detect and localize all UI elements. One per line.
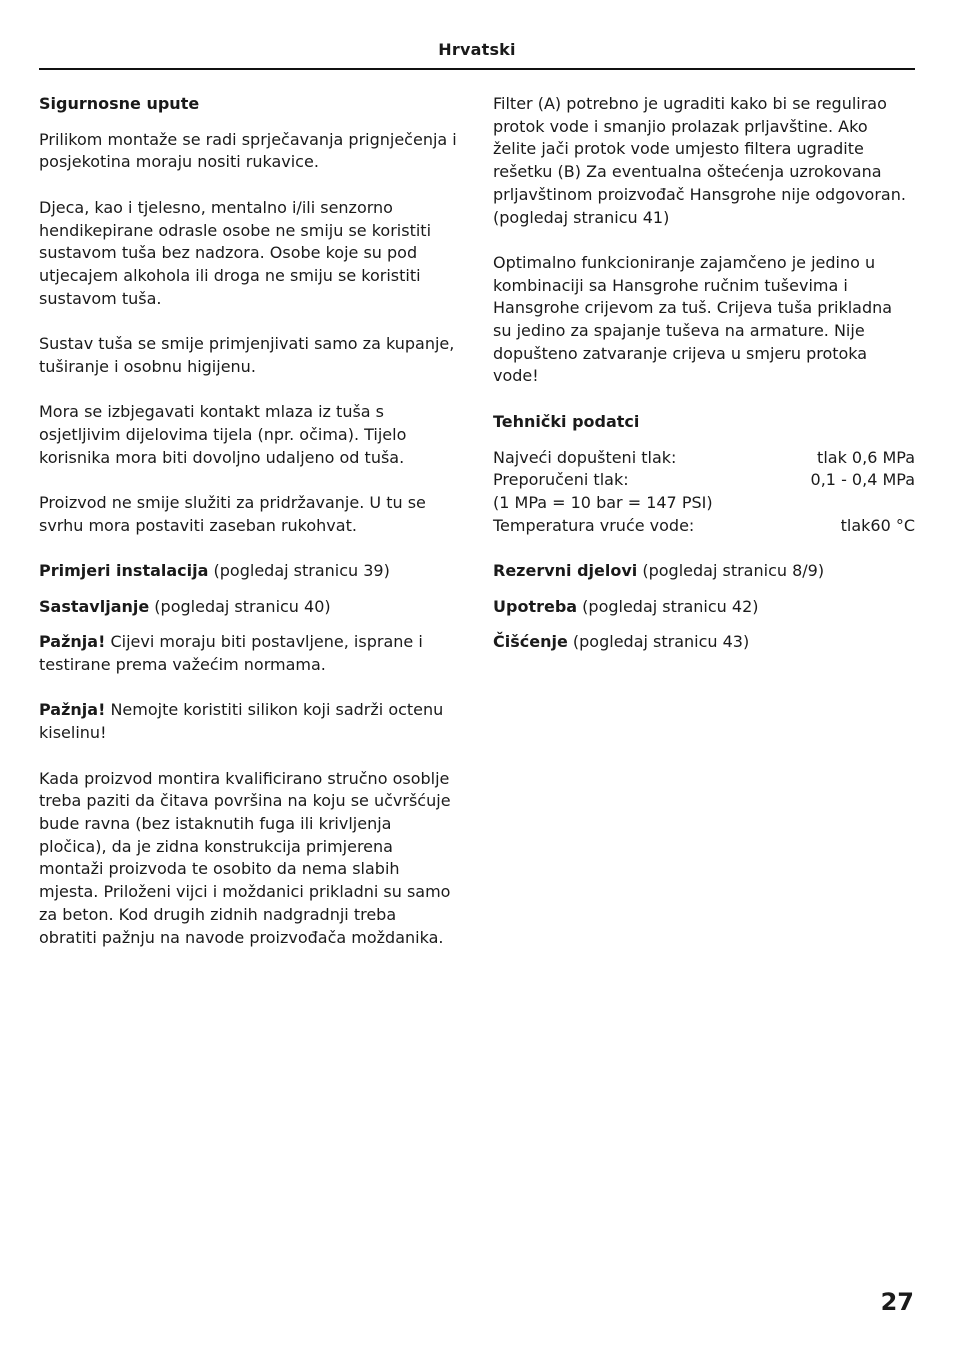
install-examples-label: Primjeri instalacija: [39, 560, 209, 580]
safety-paragraph-supervision: Djeca, kao i tjelesno, mentalno i/ili senzorno hendikepirane odrasle osobe ne smiju se koristiti sustavom tuša bez nadzora. Osobe koje su pod utjecajem alkohola ili droga ne smiju se koristiti sustavom tuša.: [39, 197, 432, 308]
assembly-ref: (pogledaj stranicu 40): [149, 596, 331, 616]
safety-heading: Sigurnosne upute: [39, 94, 200, 113]
cleaning-ref: (pogledaj stranicu 43): [567, 632, 750, 652]
filter-paragraph: Filter (A) potrebno je ugraditi kako bi se regulirao protok vode i smanjio prolazak prljavštine. Ako želite jači protok vode umjesto filtera ugradite rešetku (B) Za eventualna oštećenja uzrokovana prljavštinom proizvođač Hansgrohe nije odgovoran. (pogledaj stranicu 41): [493, 94, 906, 227]
page-number: 27: [880, 1288, 914, 1316]
usage-line: [493, 596, 915, 619]
warning-silicone: [39, 699, 457, 744]
spare-parts-ref: (pogledaj stranicu 8/9): [637, 561, 825, 581]
safety-paragraph-gloves: Prilikom montaže se radi sprječavanja prignječenja i posjekotina moraju nositi rukavice.: [39, 129, 457, 172]
spare-parts-label: Rezervni djelovi: [493, 561, 638, 581]
warning-silicone-text: Nemojte koristiti silikon koji sadrži octenu kiselinu!: [39, 700, 444, 743]
spec-value: tlak 0,6 MPa: [817, 447, 915, 467]
optimal-function-paragraph: Optimalno funkcioniranje zajamčeno je jedino u kombinaciji sa Hansgrohe ručnim tuševima i Hansgrohe crijevom za tuš. Crijeva tuša prikladna su jedino za spajanje tuševa na armature. Nije dopušteno zatvaranje crijeva u smjeru protoka vode!: [493, 252, 893, 386]
safety-paragraph-usage: Sustav tuša se smije primjenjivati samo za kupanje, tuširanje i osobnu higijenu.: [39, 334, 455, 376]
spec-label: Preporučeni tlak:: [493, 470, 629, 490]
spec-value: tlak60 °C: [840, 515, 915, 535]
left-column: [39, 93, 457, 949]
warning-silicone-label: Pažnja!: [39, 700, 106, 720]
cleaning-label: Čišćenje: [493, 632, 568, 652]
spec-label: Temperatura vruće vode:: [493, 515, 695, 535]
mounting-paragraph: Kada proizvod montira kvalificirano stručno osoblje treba paziti da čitava površina na koju se učvršćuje bude ravna (bez istaknutih fuga ili krivljenja pločica), da je zidna konstrukcija primjerena montaži proizvoda te osobito da nema slabih mjesta. Priloženi vijci i moždanici prikladni su samo za beton. Kod drugih zidnih nadgradnji treba obratiti pažnju na navode proizvođača moždanika.: [39, 768, 451, 947]
spec-row: [493, 469, 915, 492]
usage-label: Upotreba: [493, 596, 578, 616]
warning-pipes-label: Pažnja!: [39, 632, 106, 652]
install-examples-ref: (pogledaj stranicu 39): [208, 560, 390, 580]
cleaning-line: [493, 631, 915, 654]
spec-row: [493, 447, 915, 470]
spec-row: [493, 492, 915, 515]
spec-row: [493, 515, 915, 538]
assembly-label: Sastavljanje: [39, 596, 150, 616]
install-examples-line: [39, 560, 457, 583]
spec-label: (1 MPa = 10 bar = 147 PSI): [493, 492, 713, 512]
spec-label: Najveći dopušteni tlak:: [493, 447, 677, 467]
spec-value: 0,1 - 0,4 MPa: [810, 470, 915, 490]
safety-paragraph-jet-contact: Mora se izbjegavati kontakt mlaza iz tuša s osjetljivim dijelovima tijela (npr. očima). Tijelo korisnika mora biti dovoljno udaljeno od tuša.: [39, 402, 407, 467]
safety-paragraph-no-support: Proizvod ne smije služiti za pridržavanje. U tu se svrhu mora postaviti zaseban rukohvat.: [39, 492, 426, 535]
header-divider: [39, 68, 915, 70]
warning-pipes-text: Cijevi moraju biti postavljene, isprane i testirane prema važećim normama.: [39, 632, 423, 675]
usage-ref: (pogledaj stranicu 42): [577, 596, 759, 616]
assembly-line: [39, 596, 457, 619]
tech-data-heading: Tehnički podatci: [493, 411, 640, 431]
spare-parts-line: [493, 560, 915, 583]
warning-pipes: [39, 631, 457, 676]
right-column: [493, 93, 915, 654]
page-header-language: Hrvatski: [438, 40, 516, 59]
tech-specs-table: [493, 447, 915, 538]
